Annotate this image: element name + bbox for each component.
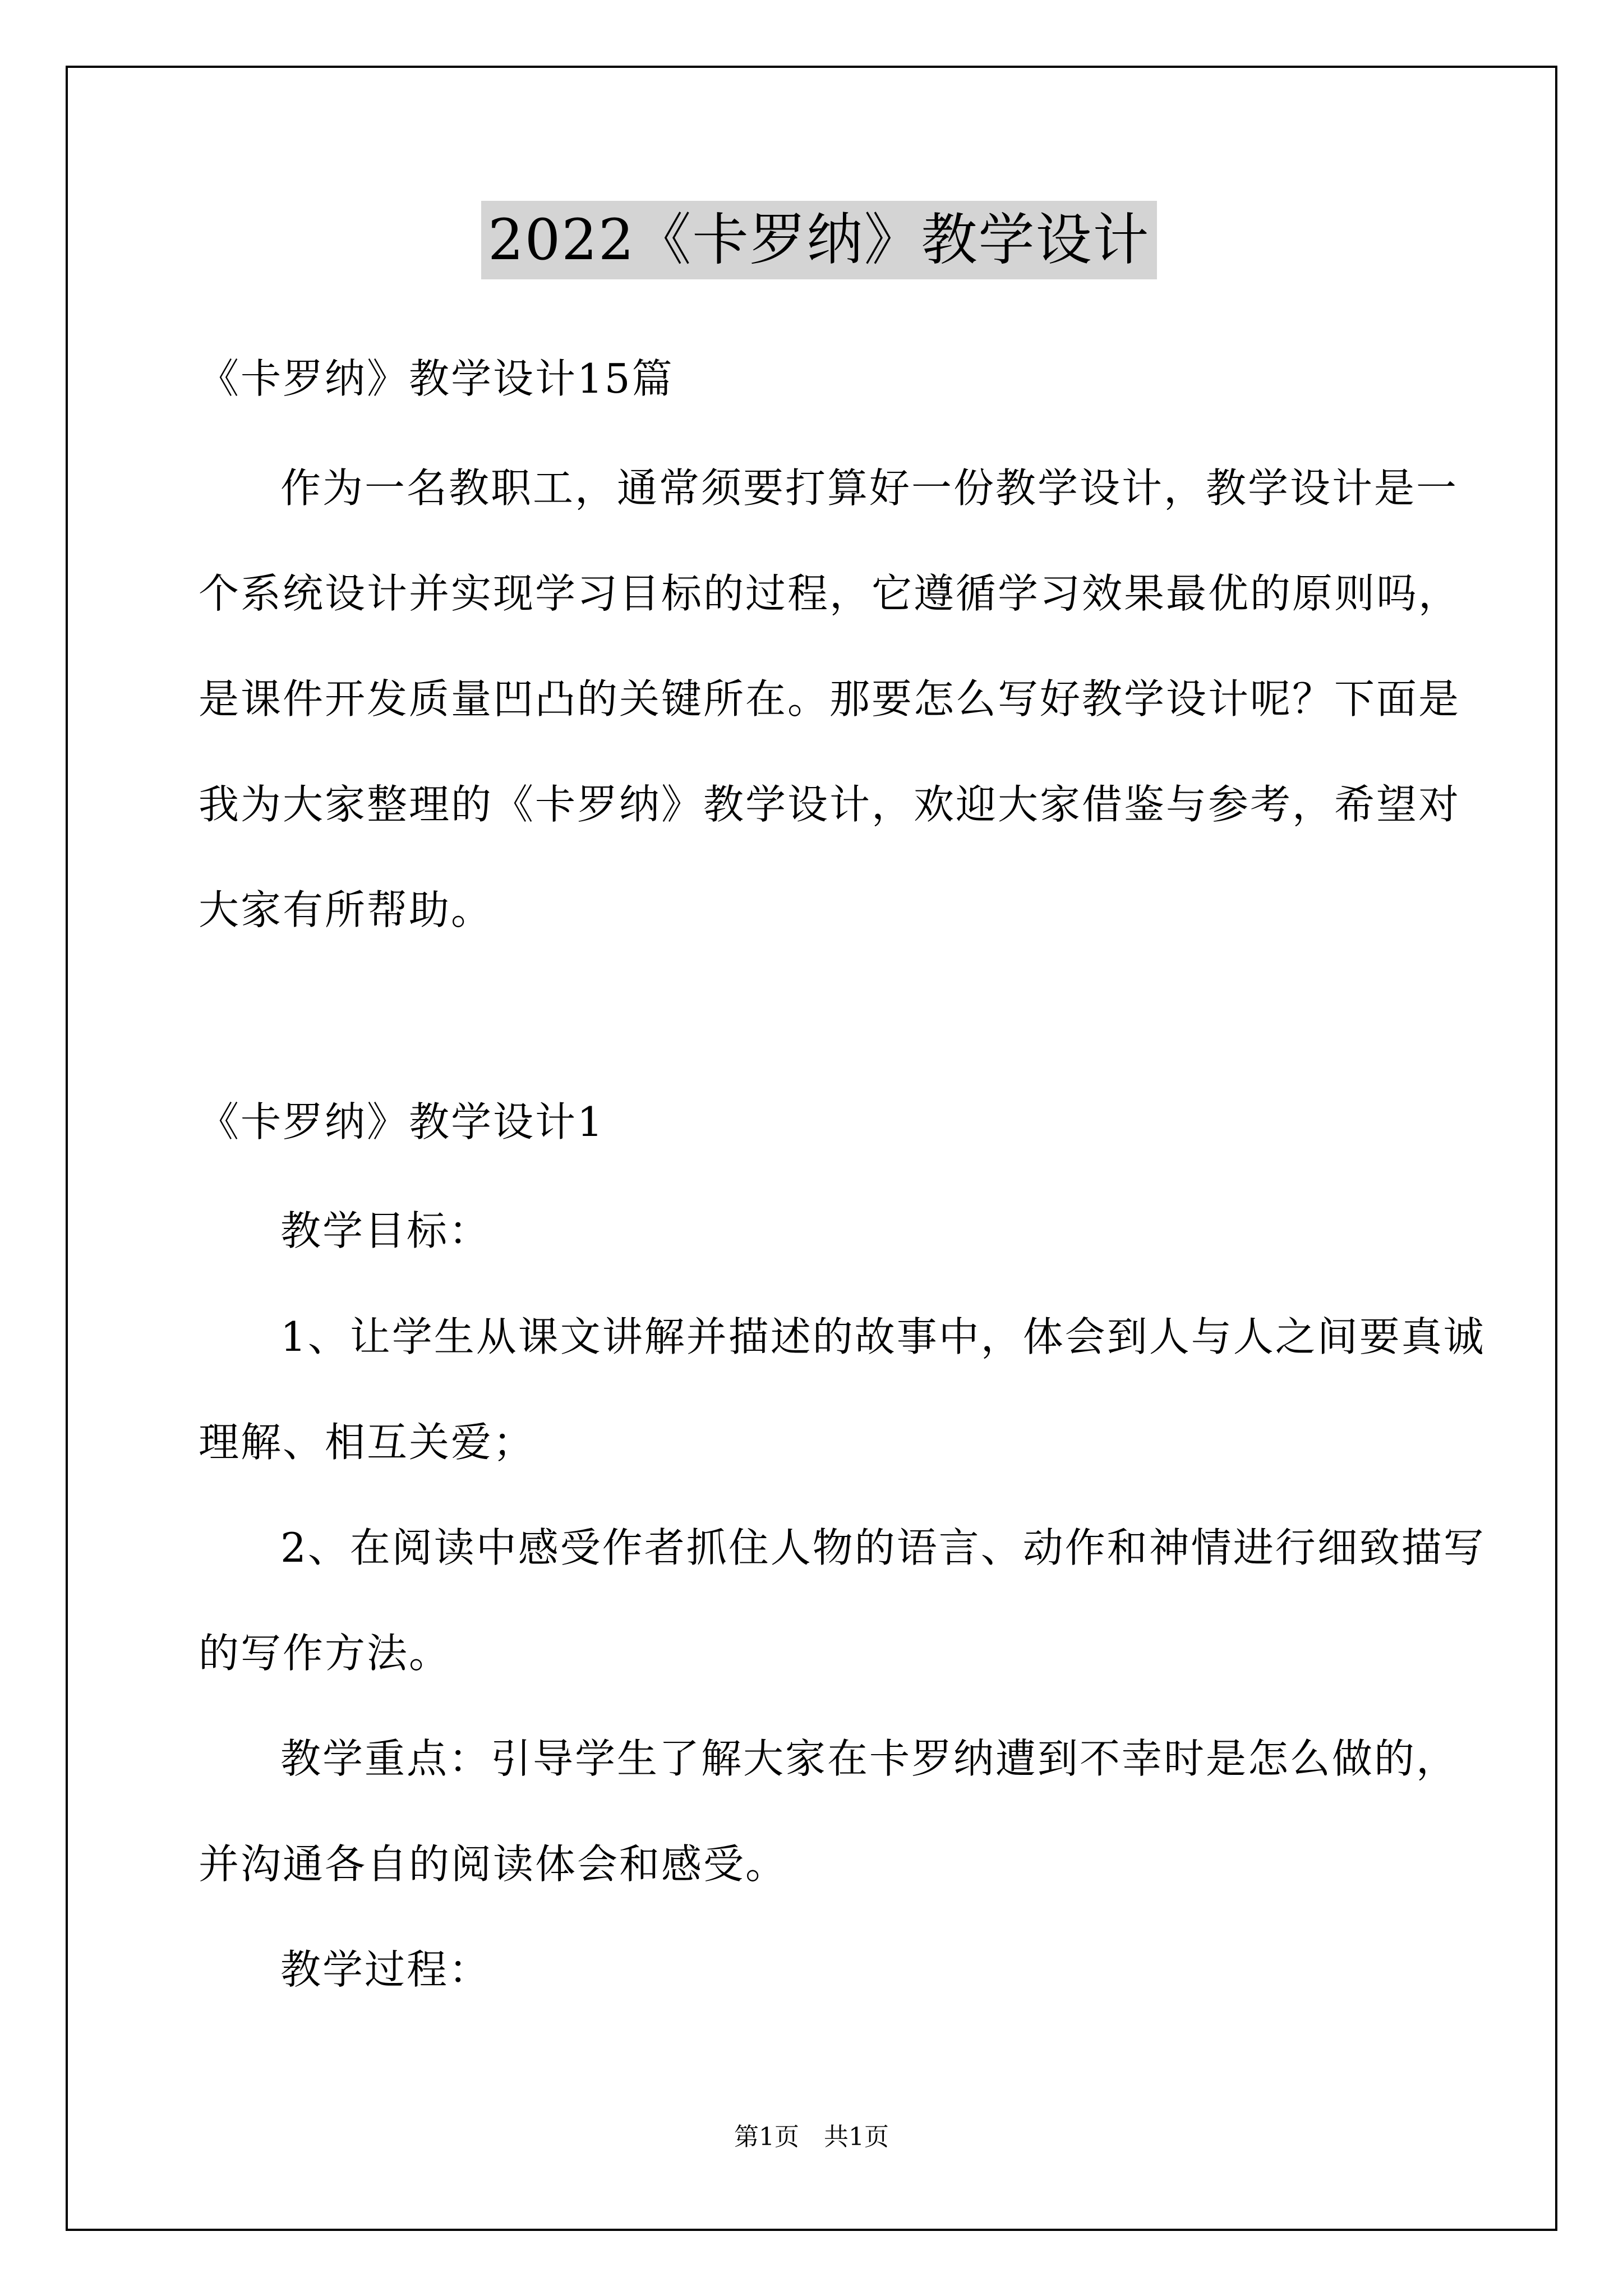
page-footer: 第1页 共1页 [734, 2123, 889, 2151]
document-title: 2022《卡罗纳》教学设计 [481, 201, 1157, 279]
goal-1-line-2: 理解、相互关爱； [199, 1419, 536, 1466]
goal-2-line-2: 的写作方法。 [199, 1630, 451, 1677]
goals-label: 教学目标： [280, 1207, 491, 1254]
key-point-line-2: 并沟通各自的阅读体会和感受。 [199, 1841, 788, 1888]
process-label: 教学过程： [280, 1946, 491, 1993]
intro-line-3: 是课件开发质量凹凸的关键所在。那要怎么写好教学设计呢？下面是 [199, 675, 1461, 723]
goal-1-line-1: 1、让学生从课文讲解并描述的故事中，体会到人与人之间要真诚 [280, 1313, 1486, 1360]
key-point-line-1: 教学重点：引导学生了解大家在卡罗纳遭到不幸时是怎么做的， [280, 1735, 1459, 1782]
document-subtitle: 《卡罗纳》教学设计15篇 [199, 355, 674, 402]
goal-2-line-1: 2、在阅读中感受作者抓住人物的语言、动作和神情进行细致描写 [280, 1524, 1486, 1571]
intro-line-4: 我为大家整理的《卡罗纳》教学设计，欢迎大家借鉴与参考，希望对 [199, 781, 1461, 828]
section-heading: 《卡罗纳》教学设计1 [199, 1098, 605, 1145]
intro-line-5: 大家有所帮助。 [199, 886, 494, 933]
intro-line-1: 作为一名教职工，通常须要打算好一份教学设计，教学设计是一 [280, 464, 1459, 512]
intro-line-2: 个系统设计并实现学习目标的过程，它遵循学习效果最优的原则吗， [199, 570, 1461, 617]
